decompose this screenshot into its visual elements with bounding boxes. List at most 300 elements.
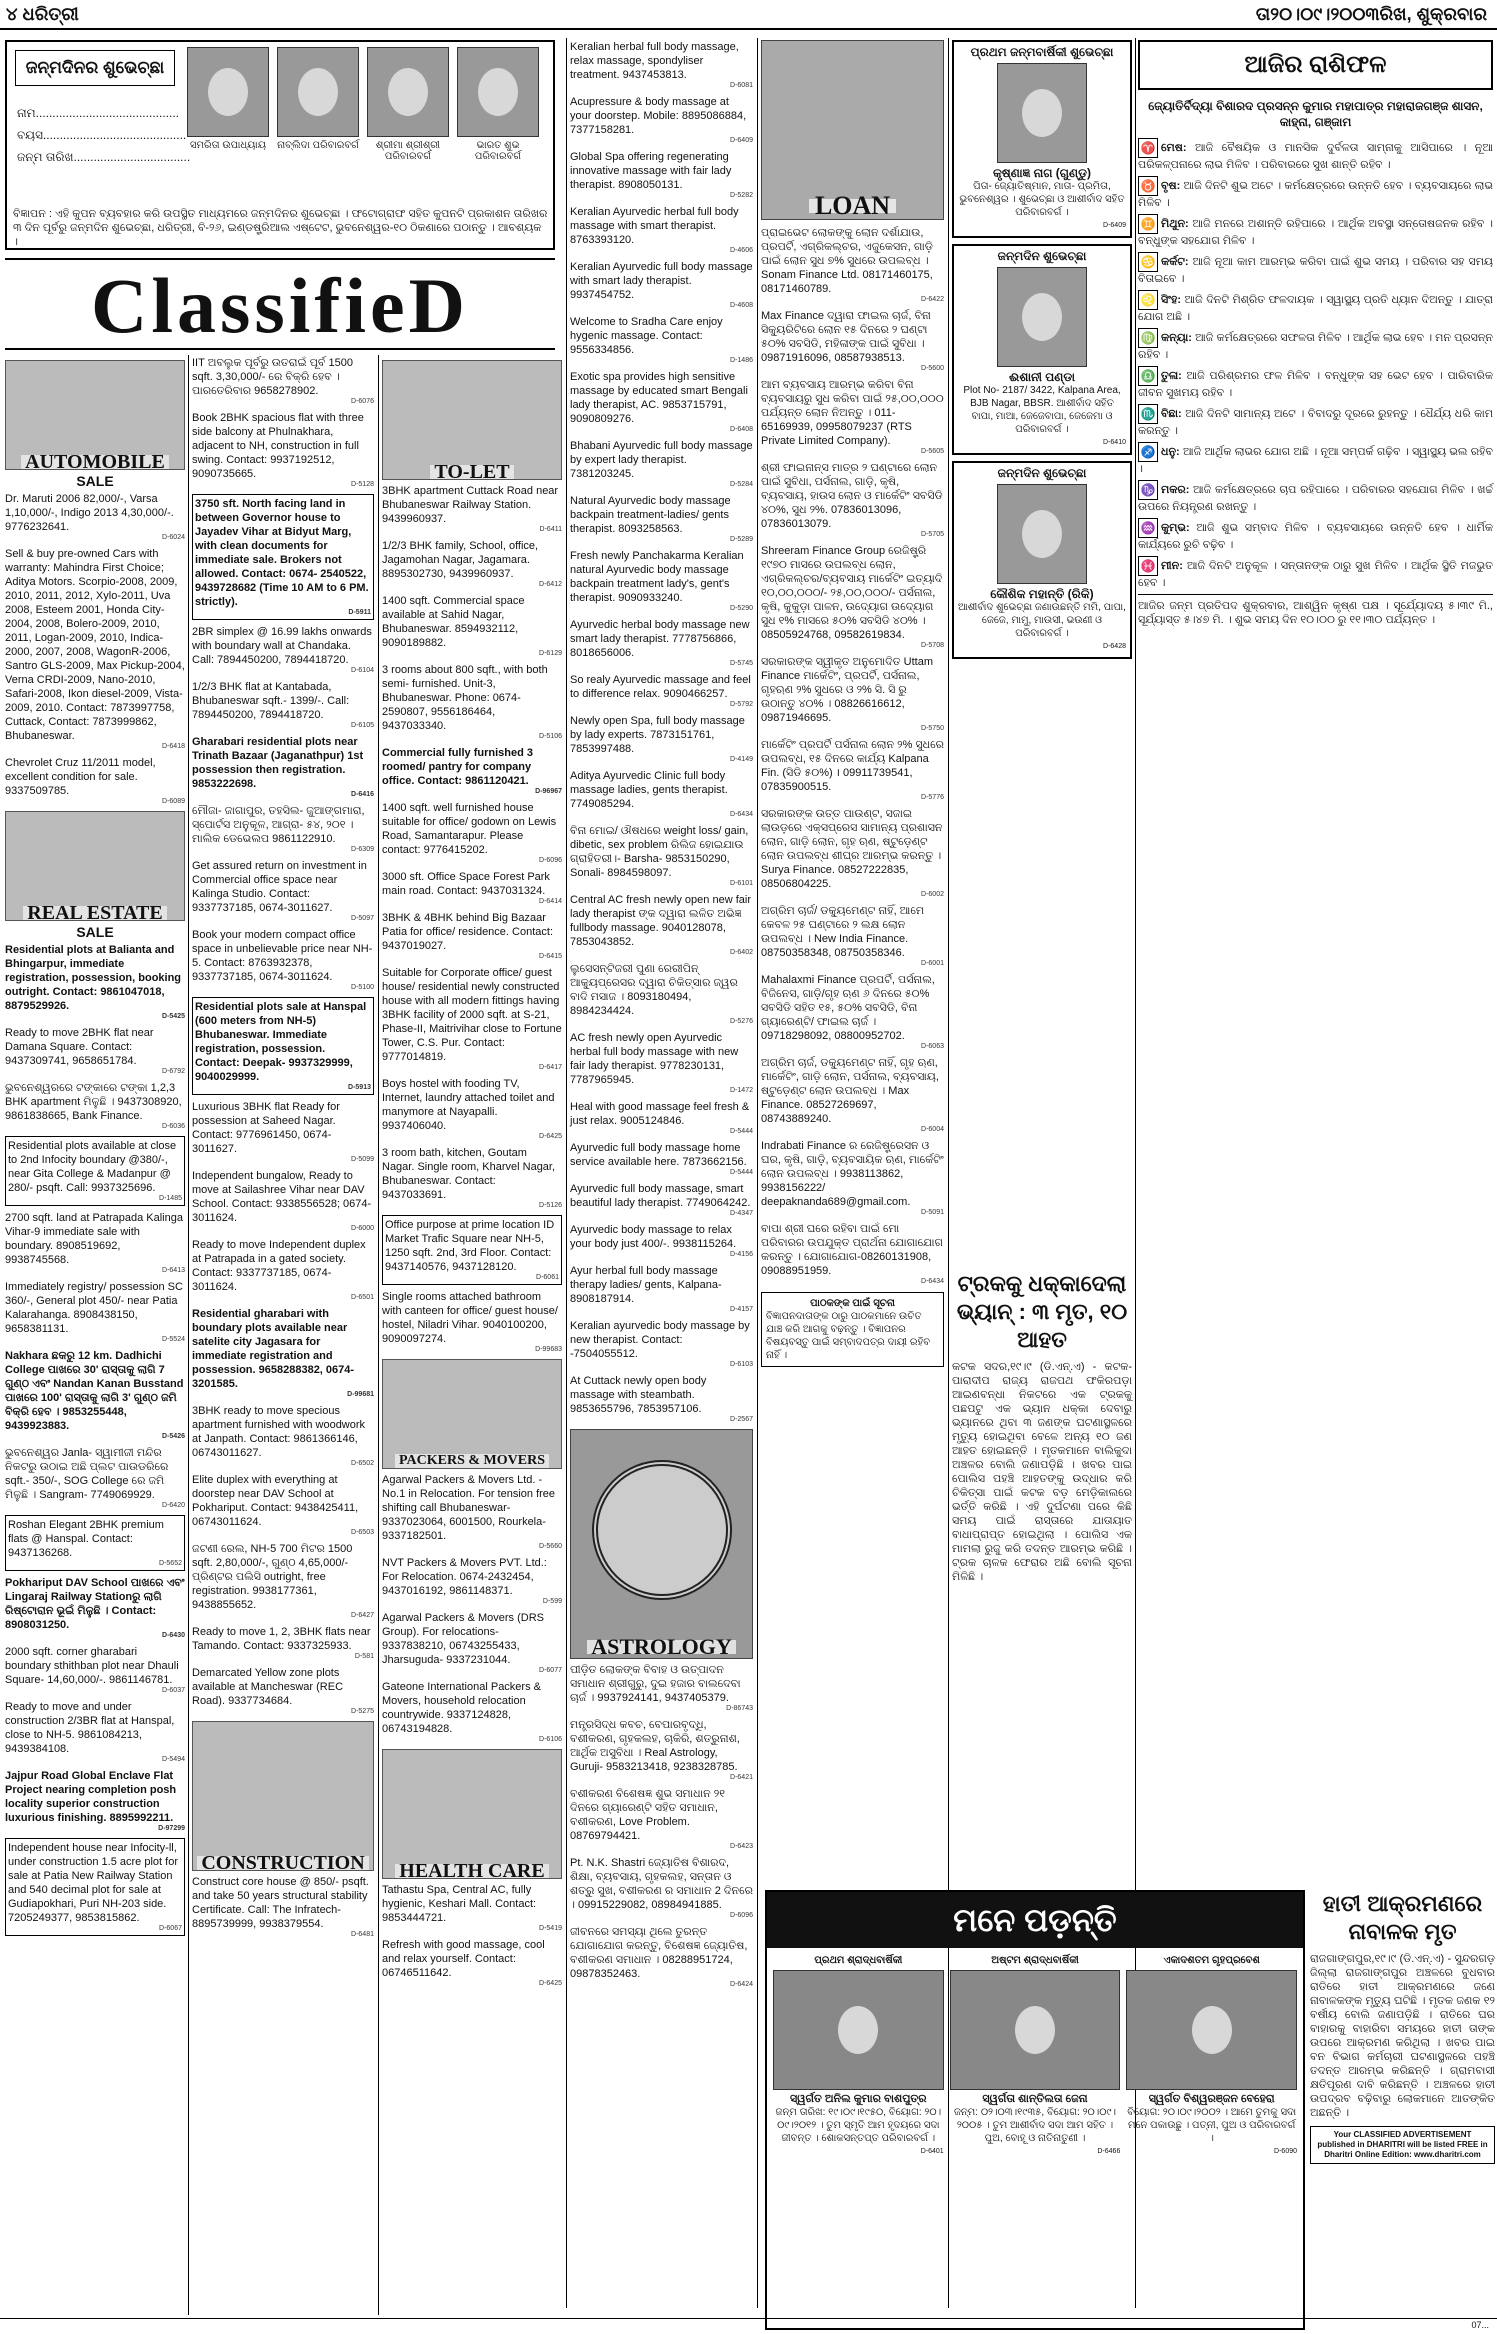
ad-code: D-6002 [921,891,944,898]
horoscope-footer: ଆଜିର ଜନ୍ମ ପ୍ରତିପଦ ଶୁକ୍ରବାର, ଆଶ୍ୱିନ କୃଷ୍ଣ ପକ୍ଷ । ସୂର୍ଯ୍ୟୋଦୟ ୫।୩୯ ମି., ସୂର୍ଯ୍ୟାସ୍ତ ୫।୪୭ ମି. । ଶୁଭ ସମୟ ଦିନ ୧୦।୦୦ ରୁ ୧୧।୩୦ ପର୍ଯ୍ୟନ୍ତ । [1138,594,1493,627]
ad-code: D-5099 [351,1156,374,1163]
ad-code: D-5419 [539,1925,562,1932]
horoscope-sign-name: ମେଷ: [1161,141,1187,154]
classified-ad-text: 3750 sft. North facing land in between Governor house to Jayadev Vihar at Bidyut Marg, with clean documents for immediate sale. Brokers not allowed. Contact: 0674- 2540522, 9439728682 (Time 10 AM to 6 PM. strictly). [195,498,369,608]
classified-ad [570,549,753,613]
ad-code: D-6423 [730,1843,753,1850]
ad-code: D-5282 [730,192,753,199]
classified-ad-text: Ready to move 1, 2, 3BHK flats near Tamando. Contact: 9337325933. [192,1626,371,1652]
classified-ad [192,625,374,675]
ad-code: D-6408 [730,426,753,433]
horoscope-sign-name: ଧନୁ: [1161,445,1180,458]
ad-code: D-6421 [730,1774,753,1781]
horoscope-title: ଆଜିର ରାଶିଫଳ [1138,40,1493,90]
ad-code: D-6076 [351,398,374,405]
greeting-title: ପ୍ରଥମ ଜନ୍ମବାର୍ଷିକୀ ଶୁଭେଚ୍ଛା [970,45,1114,59]
ad-code: D-4157 [730,1306,753,1313]
ad-code: D-6481 [351,1931,374,1938]
classified-ad [382,1938,562,1988]
ad-code: D-2567 [730,1416,753,1423]
classified-ad [192,680,374,730]
classified-ad-text: Refresh with good massage, cool and relax yourself. Contact: 06746511642. [382,1939,545,1979]
greeting-card [952,244,1132,455]
zodiac-sign-icon: ♎ [1138,366,1158,386]
page-date: ତା୨୦।୦୯।୨୦୦୩ରିଖ, ଶୁକ୍ରବାର [1255,4,1487,24]
classified-ad [382,870,562,906]
form-field-dob: ଜନ୍ମ ତାରିଖ................................... [17,150,191,164]
classified-ad [5,1026,185,1076]
zodiac-sign-icon: ♉ [1138,176,1158,196]
classified-ad [382,539,562,589]
classified-ad-text: Construct core house @ 850/- psqft. and take 50 years structural stability Certificate. Call: The Infratech- 8895739999, 9938379554. [192,1876,369,1930]
horoscope-sign [1138,366,1493,400]
page-footer: 07... [0,2318,1497,2332]
remembrance-label: ଅଷ୍ଟମ ଶ୍ରାଦ୍ଧବାର୍ଷିକୀ [991,1955,1079,1966]
classified-ad-text: Residential gharabari with boundary plots available near satelite city Jagasara for immediate registration and possession. 9658288382, 0674-3201585. [192,1308,355,1390]
ad-code: D-5652 [159,1560,182,1567]
classified-ad-text: ବଶୀକରଣ ବିଶେଷଜ୍ଞ ଶୁଭ ସମାଧାନ ୨୧ ଦିନରେ ଗ୍ୟାରେଣ୍ଟି ସହିତ ସମାଧାନ, ବଶୀକରଣ, Love Problem. 08769794421. [570,1788,725,1842]
ad-code: D-5106 [539,733,562,740]
classified-ad-text: Pokhariput DAV School ପାଖରେ ଏବଂ Lingaraj Railway Stationରୁ ଲାଗି ରିଷ୍ଟୋରାନ ଭୂଇଁ ମିଳୁଛି । Contact: 8908031250. [5,1577,185,1631]
classified-ad-text: Sell & buy pre-owned Cars with warranty: Mahindra First Choice; Aditya Motors. Scorpio-2008, 2009, 2010, 2011, 2012, Xylo-2011, Uva 2008, Esteem 2001, Honda City-2004, 2008, Bolero-2009, 2010, 2011, Logan-2009, 2010, Indica-2000, 2007, 2008, WagonR-2006, Santro GLS-2009, Max Pickup-2004, Verna CRDI-2009, Nano-2010, Safari-2008, Ikon diesel-2009, Vista-2009, 2010. Contact: 7873997758, Cuttack, Contact: 7873999862, Bhubaneswar. [5,548,185,742]
horoscope-sign [1138,404,1493,438]
ad-code: D-6434 [921,1278,944,1285]
birthday-coupon [5,40,555,250]
classified-ad [761,655,944,733]
classified-ad-text: Immediately registry/ possession SC 360/-, General plot 450/- near Patia Kalarahanga. 8908438150, 9658381131. [5,1281,183,1335]
ad-code: D-99683 [535,1346,562,1353]
classified-ad [192,859,374,923]
classified-ad [570,1718,753,1782]
tolet-label: TO-LET [430,465,513,479]
packers-ads [382,1473,562,1744]
classified-ad [382,1611,562,1675]
remembrance-name: ସ୍ୱର୍ଗତା ଶାନ୍ତିଲତା ଜେନା [982,2093,1088,2105]
zodiac-sign-icon: ♏ [1138,404,1158,424]
classified-ad [382,1883,562,1933]
classified-ad [570,1787,753,1851]
classified-ad [570,893,753,957]
classified-ad-text: 3000 sft. Office Space Forest Park main road. Contact: 9437031324. [382,871,550,897]
classified-ad [761,904,944,968]
ad-code: D-5097 [351,915,374,922]
ad-code: D-6104 [351,667,374,674]
greeting-photo [997,267,1087,367]
online-edition-box: Your CLASSIFIED ADVERTISEMENT published in DHARITRI will be listed FREE in Dharitri Online Edition: www.dharitri.com [1310,2126,1495,2164]
classified-ad [570,618,753,668]
greeting-card [952,461,1132,659]
horoscope-sign-text: ଆଜି ବୈଷୟିକ ଓ ମାନସିକ ଦୁର୍ବଳତା ସାମ୍ନାକୁ ଆସିପାରେ । ନୂଆ ପରିକଳ୍ପନାରେ ଲାଭ ମିଳିବ । ପରିବାରରେ ସୁଖ ଶାନ୍ତି ରହିବ । [1138,141,1493,171]
classified-ad-text: ସରକାରଙ୍କ ସ୍ୱୀକୃତ ଅନୁମୋଦିତ Uttam Finance ମାର୍କେଟିଂ, ପ୍ରପର୍ଟି, ପର୍ସନାଲ, ଗୃହଋଣ ୨% ସୁଧରେ ଓ ୨% ସି. ସି ରୁ ଉଠାନ୍ତୁ ୪୦% । 08826616612, 09871946695. [761,656,933,724]
kid-photo [367,47,449,137]
greeting-name: କୃଷ୍ଣାଜ୍ଞ ନାଗ (ଗୁଣ୍ଡୁ) [993,166,1091,180]
classified-ad-text: AC fresh newly open Ayurvedic herbal full body massage with new fair lady therapist. 9778230131, 7787965945. [570,1032,739,1086]
classified-ad [570,1031,753,1095]
classified-ad-text: Single rooms attached bathroom with canteen for office/ guest house/ hostel, Niladri Vihar. 9040100200, 9090097274. [382,1291,558,1345]
classified-ad-text: ପୀଡ଼ିତ ଲୋକଙ୍କ ବିବାହ ଓ ଉତ୍ପାଦନ ସମାଧାନ ଶ୍ରୀଗୁରୁ, ଦୁଇ ହଜାର ବାଲଦେବା ଚାର୍ଜ । 9937924141, 9437405379. [570,1664,741,1704]
healthcare-label: HEALTH CARE [395,1864,548,1878]
ad-code: D-6402 [730,949,753,956]
horoscope-sign-name: ସିଂହ: [1161,293,1182,306]
ad-code: D-5605 [921,448,944,455]
ad-code: D-97299 [158,1825,185,1832]
classified-ad-text: ମନ୍ତ୍ରସିଦ୍ଧ କବଚ, ବେପାରବୃଦ୍ଧି, ବଶୀକରଣ, ଗୃହକଲହ, ଚାକିରି, ଶତ୍ରୁନାଶ, ଆର୍ଥିକ ଅସୁବିଧା । Real Astrology, Guruji- 9583213418, 9238328785. [570,1719,740,1773]
ad-code: D-6502 [351,1460,374,1467]
massage-ads [570,40,753,1424]
classified-ad [5,1081,185,1131]
ad-code: D-6000 [351,1225,374,1232]
classified-ad-text: Ready to move and under construction 2/3BR flat at Hanspal, close to NH-5. 9861084213, 9439384108. [5,1701,175,1755]
classified-ad [192,1666,374,1716]
greeting-card [952,40,1132,238]
zodiac-sign-icon: ♊ [1138,214,1158,234]
classified-ad [192,1875,374,1939]
classified-ad [761,226,944,304]
realestate-label: REAL ESTATE [23,906,166,920]
classified-ad [5,1446,185,1510]
classified-ad-text: Ayurvedic herbal body massage new smart lady therapist. 7778756866, 8018656006. [570,619,750,659]
construction-ads [192,1875,374,1939]
classified-ad [192,804,374,854]
horoscope-sign [1138,480,1493,514]
classified-ad-text: Newly open Spa, full body massage by lady experts. 7873151761, 7853997488. [570,715,745,755]
remembrance-person [773,1954,944,2158]
horoscope-sign-text: ଆଜି ଦିନଟି ମିଶ୍ରିତ ଫଳଦାୟକ । ସ୍ୱାସ୍ଥ୍ୟ ପ୍ରତି ଧ୍ୟାନ ଦିଅନ୍ତୁ । ଯାତ୍ରା ଯୋଗ ଅଛି । [1138,293,1494,323]
ad-code: D-86743 [726,1705,753,1712]
classified-ad-text: Nakhara ଛକରୁ 12 km. Dadhichi College ପାଖରେ 30' ରାସ୍ତାକୁ ଲାଗି 7 ଗୁଣ୍ଠ ଏବଂ Nandan Kanan Busstand ପାଖରେ 100' ରାସ୍ତାକୁ ଲାଗି 3' ଗୁଣ୍ଠ ଜମି ବିକ୍ରି ହେବ । 9853255448, 9439923883. [5,1350,184,1432]
classified-ad [570,494,753,544]
classified-ad-text: Residential plots available at close to 2nd Infocity boundary @380/-, near Gita College & Madanpur @ 280/- psqft. Call: 9937325696. [8,1140,177,1194]
ad-code: D-5776 [921,794,944,801]
zodiac-sign-icon: ♋ [1138,252,1158,272]
horoscope-sign [1138,442,1493,476]
ad-code: D-1485 [159,1195,182,1202]
classified-ad [192,411,374,489]
greeting-name: କୌଶିକ ମହାନ୍ତି (ରିକି) [990,587,1094,601]
classified-ad-text: 3BHK apartment Cuttack Road near Bhubaneswar Railway Station. 9439960937. [382,485,559,525]
ad-code: D-5750 [921,725,944,732]
classified-ad-text: 1400 sqft. Commercial space available at Sahid Nagar, Bhubaneswar. 8594932112, 9090189882. [382,595,525,649]
classified-ad [570,439,753,489]
classified-ad [570,714,753,764]
form-field-name: ନାମ........................................... [17,106,179,120]
classified-ad-text: Welcome to Sradha Care enjoy hygenic massage. Contact: 9556334856. [570,316,723,356]
classified-ad [192,997,374,1095]
ad-code: D-6417 [539,1064,562,1071]
remembrance-title: ମନେ ପଡ଼ନ୍ତି [767,1892,1303,1948]
astrology-label: ASTROLOGY [587,1640,736,1654]
horoscope-sign-text: ଆଜି ଶୁଭ ସମ୍ବାଦ ମିଳିବ । ବ୍ୟବସାୟରେ ଉନ୍ନତି ହେବ । ଧାର୍ମିକ କାର୍ଯ୍ୟରେ ରୁଚି ବଢ଼ିବ । [1138,521,1493,551]
classified-ad-text: Central AC fresh newly open new fair lady therapist ଙ୍କ ଦ୍ୱାରା ଲଳିତ ଅଭିଜ୍ଞ fullbody massage. 9040128078, 7853043852. [570,894,751,948]
tolet-image [382,360,562,483]
classified-ad [382,1556,562,1606]
birthday-coupon-title: ଜନ୍ମଦିନର ଶୁଭେଚ୍ଛା [15,50,175,86]
column-automobile-realestate [5,356,185,1941]
horoscope-sign [1138,518,1493,552]
classified-ad [382,594,562,658]
column-massage-astrology [570,40,753,1994]
classified-ad-text: Keralian herbal full body massage, relax massage, spondyliser treatment. 9437453813. [570,41,739,81]
classified-ad [192,1542,374,1620]
classified-ad [382,1215,562,1285]
ad-code: D-6424 [730,1981,753,1988]
greeting-name: ଈଶାନୀ ପଣ୍ଡା [1009,370,1075,384]
classified-ad-text: Get assured return on investment in Commercial office space near Kalinga Studio. Contact: 9337737185, 0674-3011627. [192,860,367,914]
classified-ad [570,1374,753,1424]
ad-code: D-6001 [921,960,944,967]
classified-ad-text: Office purpose at prime location ID Market Trafic Square near NH-5, 1250 sqft. 2nd, 3rd Floor. Contact: 9437140576, 9437128120. [385,1219,555,1273]
horoscope-sign [1138,290,1493,324]
classified-ad [192,1169,374,1233]
greeting-text: ପିତା- ଜ୍ୟୋତିଷ୍ମାନ, ମାତା- ପ୍ରମିତା, ଭୁବନେଶ୍ୱର । ଶୁଭେଚ୍ଛା ଓ ଆଶୀର୍ବାଦ ସହିତ ପରିବାରବର୍ଗ । [959,181,1125,218]
ad-code: D-6425 [539,1133,562,1140]
classified-ad-text: Pt. N.K. Shastri ଜ୍ୟୋତିଷ ବିଶାରଦ, ଶିକ୍ଷା, ବ୍ୟବସାୟ, ଗୃହକଲହ, ସନ୍ତାନ ଓ ଶତ୍ରୁ ସୁଖ, ବଶୀକରଣ ର ସମାଧାନ 2 ଦିନରେ । 09915229082, 08984941885. [570,1857,753,1911]
zodiac-sign-icon: ♒ [1138,518,1158,538]
ad-code: D-6004 [921,1126,944,1133]
ad-code: D-6792 [162,1068,185,1075]
ad-code: D-1472 [730,1087,753,1094]
ad-code: D-6415 [539,953,562,960]
remembrance-text: ବିୟୋଗ: ୨୦।୦୯।୨୦୦୨ । ଆମେ ତୁମକୁ ସଦା ମନେ ପକାଉଛୁ । ପତ୍ନୀ, ପୁଅ ଓ ପରିବାରବର୍ଗ । [1127,2107,1297,2144]
classified-ad-text: Acupressure & body massage at your doorstep. Mobile: 8895086884, 7377158281. [570,96,747,136]
classified-ad [570,1663,753,1713]
classified-ad [382,746,562,796]
horoscope-sign-name: ମୀନ: [1161,559,1183,572]
classified-ad [382,1680,562,1744]
greeting-text: Plot No- 2187/ 3422, Kalpana Area, BJB Nagar, BBSR. ଆଶୀର୍ବାଦ ସହିତ ବାପା, ମାଆ, ଜେଜେବାପା, ଜେଜେମା ଓ ପରିବାରବର୍ଗ । [963,385,1121,435]
ad-code: D-6409 [730,137,753,144]
classified-ad-text: 2700 sqft. land at Patrapada Kalinga Vihar-9 immediate sale with boundary. 8908519692, 9938745568. [5,1212,183,1266]
greeting-title: ଜନ୍ମଦିନ ଶୁଭେଚ୍ଛା [997,249,1087,263]
classified-ad [192,1404,374,1468]
classified-ad-text: Book 2BHK spacious flat with three side balcony at Phulnakhara, adjacent to NH, construction in full swing. Contact: 9937192512, 9090735665. [192,412,364,480]
classified-ad [5,943,185,1021]
classified-ad [192,1473,374,1537]
classified-ad-text: ଶ୍ରୀ ଫାଇନାନ୍ସ ମାତ୍ର ୨ ଘଣ୍ଟାରେ ଲୋନ ପାଇଁ ସୁବିଧା, ପର୍ସନାଲ, ଗାଡ଼ି, କୃଷି, ବ୍ୟବସାୟ, ହାଉସ ଲୋନ ଓ ମାର୍କେଟିଂ ସବସିଡି ୪୦%, ସୁଧ ୨%. 07836013096, 07836013079. [761,462,943,530]
healthcare-image [382,1749,562,1882]
ad-code: D-6129 [539,650,562,657]
remembrance-section [765,1890,1305,2330]
horoscope-sign-name: କର୍କଟ: [1161,255,1189,268]
classified-ad-text: Max Finance ଦ୍ୱାରା ଫାଇଲ ଚାର୍ଜ, ବିନା ସିକ୍ୟୁରିଟିରେ ଲୋନ ୧୫ ଦିନରେ ୨ ଘଣ୍ଟା ୫୦% ସବସିଡି, ମହିଳାଙ୍କ ପାଇଁ ସୁବିଧା । 09871916096, 08587938513. [761,310,931,364]
ad-code: D-6418 [162,743,185,750]
classified-ad [192,1100,374,1164]
classified-ad [382,1473,562,1551]
horoscope-sign-name: କୁମ୍ଭ: [1161,521,1190,534]
packers-label: PACKERS & MOVERS [395,1454,549,1468]
classified-ad-text: Indrabati Finance ର ରେଜିଷ୍ଟ୍ରେସନ ଓ ଘର, କୃଷି, ଗାଡ଼ି, ବ୍ୟବସାୟିକ ଋଣ, ମାର୍କେଟିଂ ଲୋନ ଉପଲବ୍ଧ । 9938113862, 9938156222/ deepaknanda689@gmail.com. [761,1140,944,1208]
horoscope-sign-text: ଆଜି କର୍ମକ୍ଷେତ୍ରରେ ଚାପ ରହିପାରେ । ପରିବାରର ସହଯୋଗ ମିଳିବ । ଖର୍ଚ୍ଚ ଉପରେ ନିୟନ୍ତ୍ରଣ ରଖନ୍ତୁ । [1138,483,1493,513]
classified-ad-text: Exotic spa provides high sensitive massage by educated smart Bengali lady therapist, AC. 9853715791, 9090809276. [570,371,748,425]
classified-ad-text: Ayurvedic full body massage home service available here. 7873662156. [570,1142,747,1168]
classified-ad-text: Agarwal Packers & Movers Ltd. - No.1 in Relocation. For tension free shifting call Bhubaneswar- 9337023064, 6001500, Rourkela-9337182501. [382,1474,556,1542]
ad-code: D-6105 [351,722,374,729]
classified-ad-text: Independent bungalow, Ready to move at Sailashree Vihar near DAV School. Contact: 9338556528; 0674-3011624. [192,1170,372,1224]
ad-code: D-6409 [1103,222,1126,229]
ad-code: D-6425 [539,1980,562,1987]
horoscope-sign-name: ବୃଷ: [1161,179,1181,192]
classified-banner: ClassifieD [5,258,555,350]
classified-ad-text: ମାର୍କେଟିଂ ପ୍ରପର୍ଟି ପର୍ସନାଲ ଲୋନ ୨% ସୁଧରେ ଉପଲବ୍ଧ, ୧୫ ଦିନରେ କାର୍ଯ୍ୟ Kalpana Fin. (ସିଡି ୫୦%) । 09911739541, 07835900515. [761,739,944,793]
remembrance-persons [767,1948,1303,2164]
horoscope-sign-name: ବିଛା: [1161,407,1182,420]
classified-ad-text: ଜୀବନରେ ସମସ୍ୟା ଥିଲେ ତୁରନ୍ତ ଯୋଗାଯୋଗ କରନ୍ତୁ, ବିଶେଷଜ୍ଞ ଜ୍ୟୋତିଷ, ବଶୀକରଣ ସମାଧାନ । 08288951724, 09878352463. [570,1926,748,1980]
horoscope-sign-name: କନ୍ୟା: [1161,331,1192,344]
classified-ad-text: Ready to move 2BHK flat near Damana Square. Contact: 9437309741, 9658651784. [5,1027,154,1067]
classified-ad [761,807,944,899]
classified-ad [5,547,185,751]
horoscope-sign-name: ମିଥୁନ: [1161,217,1189,230]
classified-ad [570,315,753,365]
remembrance-label: ପ୍ରଥମ ଶ୍ରାଦ୍ଧବାର୍ଷିକୀ [814,1955,903,1966]
classified-ad-text: ଆମ ବ୍ୟବସାୟ ଆରମ୍ଭ କରିବା ବିନା ବ୍ୟବସାୟରୁ ସୁଧ କରିବା ପାଇଁ ୨୫,୦୦,୦୦୦ ପର୍ଯ୍ୟନ୍ତ ଲୋନ ନିଅନ୍ତୁ । 011-65169939, 09958079237 (RTS Private Limited Company). [761,379,944,447]
classified-ad [761,378,944,456]
classified-ad [5,756,185,806]
classified-ad [382,801,562,865]
classified-ad-text: Independent house near Infocity-ll, under construction 1.5 acre plot for sale at Patia New Railway Station and 540 decimal plot for sale at Gudiapokhari, Puri NH-203 side. 7205249377, 9853815862. [8,1842,178,1924]
classified-ad [761,461,944,539]
ad-code: D-5284 [730,481,753,488]
classified-ad-text: Commercial fully furnished 3 roomed/ pantry for company office. Contact: 9861120421. [382,747,533,787]
horoscope-sign [1138,328,1493,362]
classified-ad [570,40,753,90]
classified-ad-text: ବିନା ମୋଇ/ ଔଷଧରେ weight loss/ gain, dibetic, sex problem ରିଲିଜ ହୋଇଯାଉ ଗ୍ରାହିତରୀ।- Barsha- 9853150290, Sonali- 8984598097. [570,825,749,879]
remembrance-name: ସ୍ୱର୍ଗତ ବିଶ୍ୱରଞ୍ଜନ ବେହେରା [1148,2093,1275,2105]
classified-ad [761,1139,944,1217]
classified-ad [570,962,753,1026]
horoscope-sign [1138,214,1493,248]
astrology-image [570,1429,753,1659]
classified-ad-text: Keralian ayurvedic body massage by new therapist. Contact: -7504055512. [570,1320,750,1360]
classified-ad [5,1211,185,1275]
horoscope-sign-text: ଆଜି ମନରେ ଅଶାନ୍ତି ରହିପାରେ । ଆର୍ଥିକ ଅବସ୍ଥା ସନ୍ତୋଷଜନକ ରହିବ । ବନ୍ଧୁଙ୍କ ସହଯୋଗ ମିଳିବ । [1138,217,1493,247]
classified-ad [761,1056,944,1134]
classified-ad [570,260,753,310]
ad-code: D-4149 [730,756,753,763]
ad-code: D-6309 [351,846,374,853]
ad-code: D-5600 [921,365,944,372]
ad-code: D-6089 [162,798,185,805]
tolet-ads [382,484,562,1354]
horoscope-sign-text: ଆଜି ଦିନଟି ଶୁଭ ଅଟେ । କର୍ମକ୍ଷେତ୍ରରେ ଉନ୍ନତି ହେବ । ବ୍ୟବସାୟରେ ଲାଭ ମିଳିବ । [1138,179,1493,209]
ad-code: D-5290 [730,605,753,612]
classified-ad [5,1700,185,1764]
classified-ad-text: ଅଗ୍ରିମ ଚାର୍ଜ/ ଡକ୍ୟୁମେଣ୍ଟ ନାହିଁ, ଆମେ କେବଳ ୨୫ ଘଣ୍ଟାରେ ୨ ଲକ୍ଷ ଲୋନ ଉପଲବ୍ଧ । New India Finance. 08750358348, 08750358346. [761,905,925,959]
ad-code: D-6090 [1274,2148,1298,2155]
classified-ad-text: 2BR simplex @ 16.99 lakhs onwards with boundary wall at Chandaka. Call: 7894450200, 7894418720. [192,626,372,666]
classified-ad [761,973,944,1051]
birthday-coupon-note: ବିଜ୍ଞାପନ : ଏହି କୁପନ ବ୍ୟବହାର କରି ଉପସ୍ଥିତ ମାଧ୍ୟମରେ ଜନ୍ମଦିନର ଶୁଭେଚ୍ଛା । ଫଟୋଗ୍ରାଫ ସହିତ କୁପନଟି ପ୍ରକାଶନ ତାରିଖର ୩ ଦିନ ପୂର୍ବରୁ ଜନ୍ମଦିନ ଶୁଭେଚ୍ଛା, ଧରିତ୍ରୀ, ବି-୨୬, ଇଣ୍ଡଷ୍ଟ୍ରିଆଲ ଏଷ୍ଟେଟ, ଭୁବନେଶ୍ୱର-୧୦ ଠିକଣାରେ ପଠାନ୍ତୁ । ଆବଶ୍ୟକ । [13,208,548,248]
ad-code: D-6427 [351,1612,374,1619]
ad-code: D-5444 [730,1128,753,1135]
classified-ad [5,1349,185,1441]
classified-ad [5,1280,185,1344]
ad-code: D-5426 [162,1433,185,1440]
kid-label: ଭାରତ ଶୁଭ ପରିବାରବର୍ଗ [474,140,522,162]
horoscope-sign-text: ଆଜି ପରିଶ୍ରମର ଫଳ ମିଳିବ । ବନ୍ଧୁଙ୍କ ସହ ଭେଟ ହେବ । ପାରିବାରିକ ଜୀବନ ସୁଖମୟ ରହିବ । [1138,369,1493,399]
ad-code: D-5276 [730,1018,753,1025]
classified-ad [570,1141,753,1177]
ad-code: D-4347 [730,1210,753,1217]
classified-ad-text: Luxurious 3BHK flat Ready for possession at Saheed Nagar. Contact: 9776961450, 0674-3011627. [192,1101,340,1155]
classified-ad-text: ଭୁବନେଶ୍ୱର Janla- ସ୍ୱାମୀଜୀ ମନ୍ଦିର ନିକଟରୁ ଉଠାଇ ଅଛି ପ୍ଲଟ ପାଉଡରିରେ sqft.- 350/-, SOG College ରେ ଜମି ମିଳୁଛି । Sangram- 7749069929. [5,1447,169,1501]
healthcare-ads [382,1883,562,1988]
remembrance-name: ସ୍ୱର୍ଗତ ଅନିଲ କୁମାର ବାଶପୁତ୍ର [790,2093,927,2105]
ad-code: D-6411 [539,526,562,533]
classified-ad-text: Mahalaxmi Finance ପ୍ରପର୍ଟି, ପର୍ସନାଲ, ବିଜିନେସ, ଗାଡ଼ି/ଗୃହ ଋଣ ୬ ଦିନରେ ୫୦% ସବସିଡି ସହିତ ୧୫, ୫୦% ସବସିଡି, ବିନା ଗ୍ୟାରେଣ୍ଟି/ ଫାଇଲ ଚାର୍ଜ । 09718298092, 08800952702. [761,974,935,1042]
classified-ad-text: 3BHK ready to move specious apartment furnished with woodwork at Janpath. Contact: 9861366146, 06743011627. [192,1405,366,1459]
classified-ad [192,1625,374,1661]
ad-code: D-5792 [730,701,753,708]
classified-ad [5,1515,185,1571]
classified-ad-text: ସରକାରଙ୍କ ଉତ୍ତ ପାଉଣ୍ଟ, ସଜାଇ ଲାଉଡ଼ରେ ଏକ୍ସପ୍ରେସ ସାମାନ୍ୟ ପ୍ରଶାସନ ଲୋନ, ଗାଡ଼ି ଲୋନ, ଗୃହ ଋଣ, ଷ୍ଟୁଡ଼େଣ୍ଟ ଲୋନ ଉପଲବ୍ଧ ଶୀଘ୍ର ଆରମ୍ଭ କରନ୍ତୁ । Surya Finance. 08527222835, 08506804225. [761,808,943,890]
zodiac-sign-icon: ♌ [1138,290,1158,310]
classified-ad-text: Demarcated Yellow zone plots available at Mancheswar (REC Road). 9337734684. [192,1667,344,1707]
classified-ad-text: Ayurvedic full body massage, smart beautiful lady therapist. 7749064242. [570,1183,751,1209]
form-field-age: ବୟସ........................................... [17,128,187,142]
loan-ads [761,226,944,1286]
kid-photo-card [187,47,269,162]
ad-code: D-6036 [162,1123,185,1130]
realestate-ads [5,943,185,1936]
classified-ad [382,966,562,1072]
greeting-photo [997,63,1087,163]
classified-ad [761,544,944,650]
classified-ad-text: Chevrolet Cruz 11/2011 model, excellent condition for sale. 9337509785. [5,757,156,797]
ad-code: D-6103 [730,1361,753,1368]
classified-ad-text: Bhabani Ayurvedic full body massage by expert lady therapist. 7381203245. [570,440,753,480]
ad-code: D-6063 [921,1043,944,1050]
classified-ad [382,911,562,961]
page-header [0,0,1497,30]
classified-ad [382,1077,562,1141]
zodiac-sign-icon: ♈ [1138,138,1158,158]
classified-ad-text: Ayur herbal full body massage therapy ladies/ gents, Kalpana- 8908187914. [570,1265,722,1305]
classified-ad-text: Book your modern compact office space in unbelievable price near NH-5. Contact: 8763932378, 9337737185, 0674-3011624. [192,929,373,983]
classified-ad-text: 1400 sqft. well furnished house suitable for office/ godown on Lewis Road, Samantarapur. Please contact: 9776415202. [382,802,557,856]
ad-code: D-4608 [730,302,753,309]
ad-code: D-1486 [730,357,753,364]
ad-code: D-5913 [348,1084,371,1091]
sale-heading: SALE [76,924,114,940]
zodiac-sign-icon: ♑ [1138,480,1158,500]
realestate-ads-2 [192,356,374,1716]
kid-photo-card [367,47,449,162]
ad-code: D-96967 [535,788,562,795]
classified-ad-text: 1/2/3 BHK flat at Kantabada, Bhubaneswar sqft.- 1399/-. Call: 7894450200, 7894418720. [192,681,350,721]
classified-ad-text: Fresh newly Panchakarma Keralian natural Ayurvedic body massage backpain treatment lady's, gent's therapist. 9090933240. [570,550,744,604]
classified-ad-text: Elite duplex with everything at doorstep near DAV School at Pokhariput. Contact: 9438425411, 06743011624. [192,1474,359,1528]
classified-ad-text: Shreeram Finance Group ରେଜିଷ୍ଟ୍ରି ୧୯୭୦ ମାସରେ ଉପଲବ୍ଧ ଲୋନ, ଏଗ୍ରିକଲ୍ଚର/ବ୍ୟବସାୟ ମାର୍କେଟିଂ ଇତ୍ୟାଦି ୧୦,୦୦,୦୦୦/- ୨୫,୦୦,୦୦୦/- ପର୍ସନାଲ, କୃଷି, କୁକୁଡ଼ା ପାଳନ, ଉଦ୍ୟୋଗ ଉଦ୍ୟୋଗ ସୁଧ ୧% ମାସରେ ୫୦% ସବସିଡି ୪୦% । 08505924768, 09582619834. [761,545,943,641]
ad-code: D-5091 [921,1209,944,1216]
classified-ad [192,735,374,799]
classified-ad [570,150,753,200]
horoscope-sign [1138,176,1493,210]
ad-code: D-5289 [730,536,753,543]
classified-ad [761,1222,944,1286]
ad-code: D-5275 [351,1708,374,1715]
classified-ad [570,1100,753,1136]
ad-code: D-6466 [1097,2148,1121,2155]
remembrance-person [950,1954,1121,2158]
kid-label: ସମରିତା ଉପାଧ୍ୟାୟ [190,140,266,151]
packers-image [382,1359,562,1469]
horoscope-section [1138,40,1493,631]
kid-photo-card [277,47,359,162]
classified-ad [570,1319,753,1369]
truck-body: କଟକ ସଦର,୧୯।୯ (ଡି.ଏନ୍.ଏ) - କଟକ-ପାରାଦୀପ ରାଜ୍ୟ ରାଜପଥ ଫକିରପଡ଼ା ଆଇଣବନ୍ଧା ନିକଟରେ ଏକ ଟ୍ରକକୁ ପଛପଟୁ ଏକ ଭ୍ୟାନ ଧକ୍କା ଦେବାରୁ ଭ୍ୟାନରେ ଥିବା ୩ ଜଣଙ୍କ ଘଟଣାସ୍ଥଳରେ ମୃତ୍ୟୁ ହୋଇଥିବା ବେଳେ ଅନ୍ୟ ୧୦ ଜଣ ଆହତ ହୋଇଛନ୍ତି । ମୃତକମାନେ ବାଲିକୁଦା ଅଞ୍ଚଳର ବୋଲି ଜଣାପଡ଼ିଛି । ଖବର ପାଇ ପୋଲିସ ପହଞ୍ଚି ଆହତଙ୍କୁ ଉଦ୍ଧାର କରି ଚିକିତ୍ସା ପାଇଁ କଟକ ବଡ଼ ମେଡ଼ିକାଲରେ ଭର୍ତ୍ତି କରିଛି । ଏହି ଦୁର୍ଘଟଣା ପରେ କିଛି ସମୟ ପାଇଁ ରାସ୍ତାରେ ଯାତାୟାତ ବାଧାପ୍ରାପ୍ତ ହୋଇଥିଲା । ପୋଲିସ ଏକ ମାମଲା ରୁଜୁ କରି ତଦନ୍ତ ଆରମ୍ଭ କରିଛି । ଟ୍ରକ ଚାଳକ ଫେରାର ଅଛି ବୋଲି ସୂଚନା ମିଳିଛି । [952,1361,1132,1583]
kid-label: ନାବ୍ଲିଦା ପରିବାରବର୍ଗ [277,140,359,151]
